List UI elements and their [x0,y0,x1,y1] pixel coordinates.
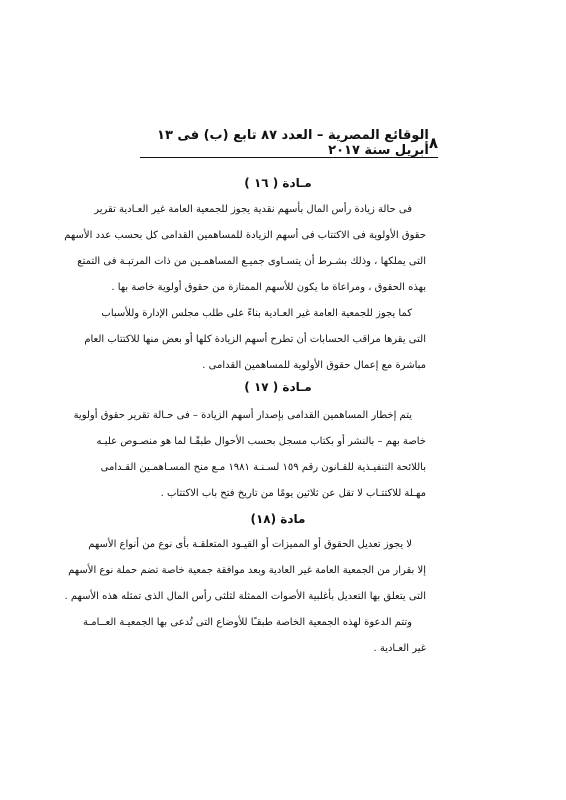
text-line: خاصة بهم – بالنشر أو بكتاب مسجل بحسب الأحوال طبقًـا لما هو منصـوص عليـه [96,436,426,447]
paragraph [84,301,426,379]
header-rule [140,157,438,158]
text-line: كما يجوز للجمعية العامة غير العـادية بناءً على طلب مجلس الإدارة وللأسباب [101,308,412,319]
text-line: باللائحة التنفيـذية للقـانون رقم ١٥٩ لسـنـة ١٩٨١ مـع منح المسـاهمـين القـدامى [100,462,426,473]
article-title: مـادة ( ١٦ ) [244,176,312,190]
paragraph [73,403,426,507]
text-line: إلا بقرار من الجمعية العامة غير العادية وبعد موافقة جمعية خاصة تضم حملة نوع الأسهم [68,565,426,576]
text-line: حقوق الأولوية فى الاكتتاب فى أسهم الزيادة للمساهمين القدامى كل بحسب عدد الأسهم [64,230,426,241]
paragraph [64,197,426,301]
page-number: ٨ [428,134,438,152]
text-line: التى يتعلق بها التعديل بأغلبية الأصوات الممثلة لثلثى رأس المال الذى تمثله هذه الأسهم . [64,591,426,602]
text-line: فى حالة زيادة رأس المال بأسهم نقدية يجوز للجمعية العامة غير العـادية تقرير [94,204,412,215]
text-line: وتتم الدعوة لهذه الجمعية الخاصة طبقـًا للأوضاع التى تُدعى بها الجمعيـة العــامـة [83,617,412,628]
text-line: مهـلة للاكتتـاب لا تقل عن ثلاثين يومًا من تاريخ فتح باب الاكتتاب . [160,488,426,499]
text-line: بهذه الحقوق ، ومراعاة ما يكون للأسهم الممتازة من حقوق أولوية خاصة بها . [111,282,426,293]
running-header [142,128,438,158]
article-title: مادة (١٨) [250,512,306,526]
paragraph [83,610,426,662]
gazette-header-title: الوقائع المصرية – العدد ٨٧ تابع (ب) فى ١٣ أبريل سنة ٢٠١٧ [157,128,429,158]
text-line: مباشرة مع إعمال حقوق الأولوية للمساهمين القدامى . [202,360,426,371]
text-line: لا يجوز تعديل الحقوق أو المميزات أو القيـود المتعلقـة بأى نوع من أنواع الأسهم [88,539,412,550]
text-line: التى يملكها ، وذلك بشـرط أن يتسـاوى جميـع المساهمـين من ذات المرتبـة فى التمتع [77,256,426,267]
text-line: يتم إخطار المساهمين القدامى بإصدار أسهم الزيادة – فى حـالة تقرير حقوق أولوية [73,410,412,421]
text-line: غير العـادية . [373,643,426,654]
text-line: التى يقرها مراقب الحسابات أن تطرح أسهم الزيادة كلها أو بعض منها للاكتتاب العام [84,334,426,345]
paragraph [64,532,426,610]
article-title: مـادة ( ١٧ ) [244,380,312,394]
